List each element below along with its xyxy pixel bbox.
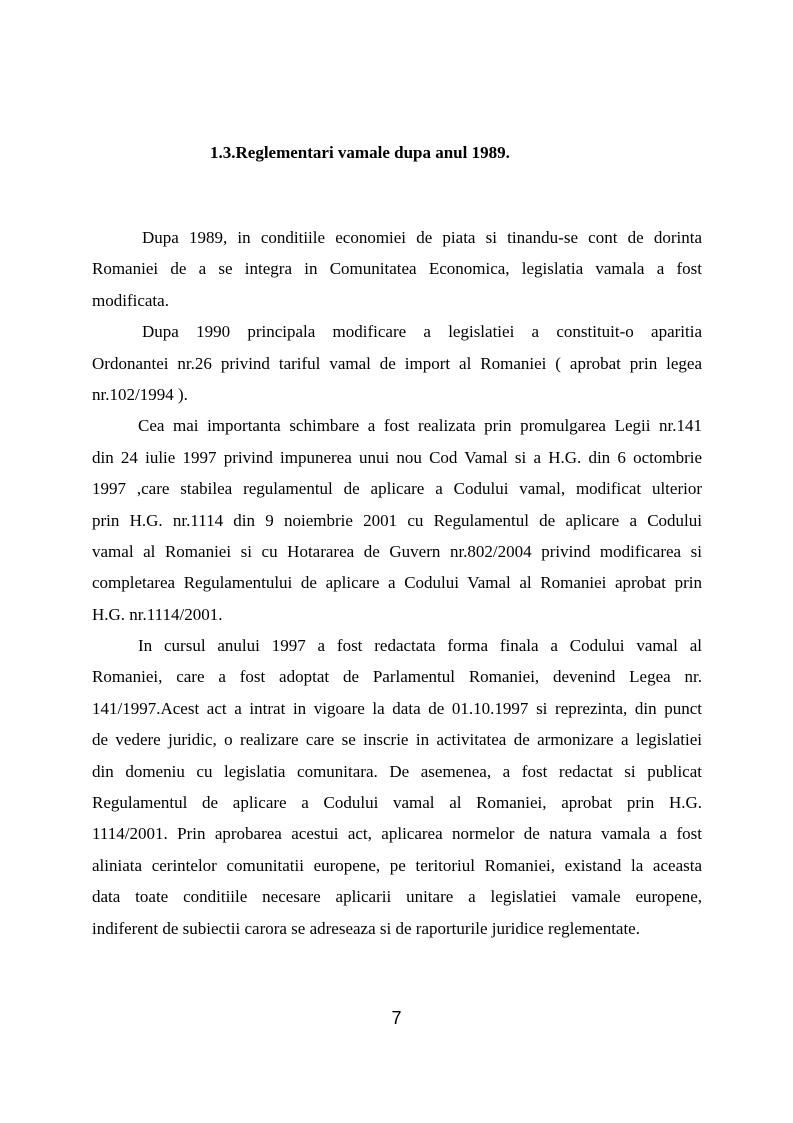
text-line: din 24 iulie 1997 privind impunerea unui nou Cod Vamal si a H.G. din 6 octombrie xyxy=(92,447,702,467)
page-number: 7 xyxy=(391,1008,402,1028)
text-line: Cea mai importanta schimbare a fost realizata prin promulgarea Legii nr.141 xyxy=(138,416,702,436)
text-line: Dupa 1989, in conditiile economiei de piata si tinandu-se cont de dorinta xyxy=(142,228,702,247)
text-line: Romaniei, care a fost adoptat de Parlamentul Romaniei, devenind Legea nr. xyxy=(92,667,702,687)
paragraph-3 xyxy=(92,410,702,630)
text-line: completarea Regulamentului de aplicare a Codului Vamal al Romaniei aprobat prin xyxy=(92,573,702,593)
section-heading: 1.3.Reglementari vamale dupa anul 1989. xyxy=(210,143,510,162)
text-line: H.G. nr.1114/2001. xyxy=(92,604,223,624)
paragraph-2 xyxy=(92,316,702,410)
text-line: 141/1997.Acest act a intrat in vigoare la data de 01.10.1997 si reprezinta, din punct xyxy=(92,698,702,718)
text-line: modificata. xyxy=(92,290,169,310)
text-line: de vedere juridic, o realizare care se inscrie in activitatea de armonizare a legislatiei xyxy=(92,730,702,750)
text-line: 1997 ,care stabilea regulamentul de aplicare a Codului vamal, modificat ulterior xyxy=(92,479,702,499)
text-line: vamal al Romaniei si cu Hotararea de Guvern nr.802/2004 privind modificarea si xyxy=(92,541,702,561)
text-line: din domeniu cu legislatia comunitara. De asemenea, a fost redactat si publicat xyxy=(92,761,702,781)
text-line: aliniata cerintelor comunitatii europene, pe teritoriul Romaniei, existand la aceasta xyxy=(92,855,702,875)
text-line: Regulamentul de aplicare a Codului vamal al Romaniei, aprobat prin H.G. xyxy=(92,793,702,813)
text-line: data toate conditiile necesare aplicarii unitare a legislatiei vamale europene, xyxy=(92,887,702,907)
text-line: Romaniei de a se integra in Comunitatea Economica, legislatia vamala a fost xyxy=(92,259,702,279)
body-text xyxy=(92,222,702,944)
paragraph-4 xyxy=(92,630,702,944)
text-line: indiferent de subiectii carora se adreseaza si de raporturile juridice reglementate. xyxy=(92,918,640,938)
text-line: 1114/2001. Prin aprobarea acestui act, aplicarea normelor de natura vamala a fost xyxy=(92,824,702,844)
text-line: In cursul anului 1997 a fost redactata forma finala a Codului vamal al xyxy=(138,636,702,656)
text-line: nr.102/1994 ). xyxy=(92,384,188,404)
text-line: Dupa 1990 principala modificare a legislatiei a constituit-o aparitia xyxy=(142,322,702,342)
paragraph-1 xyxy=(92,222,702,316)
text-line: prin H.G. nr.1114 din 9 noiembrie 2001 cu Regulamentul de aplicare a Codului xyxy=(92,510,702,530)
text-line: Ordonantei nr.26 privind tariful vamal de import al Romaniei ( aprobat prin legea xyxy=(92,353,702,373)
